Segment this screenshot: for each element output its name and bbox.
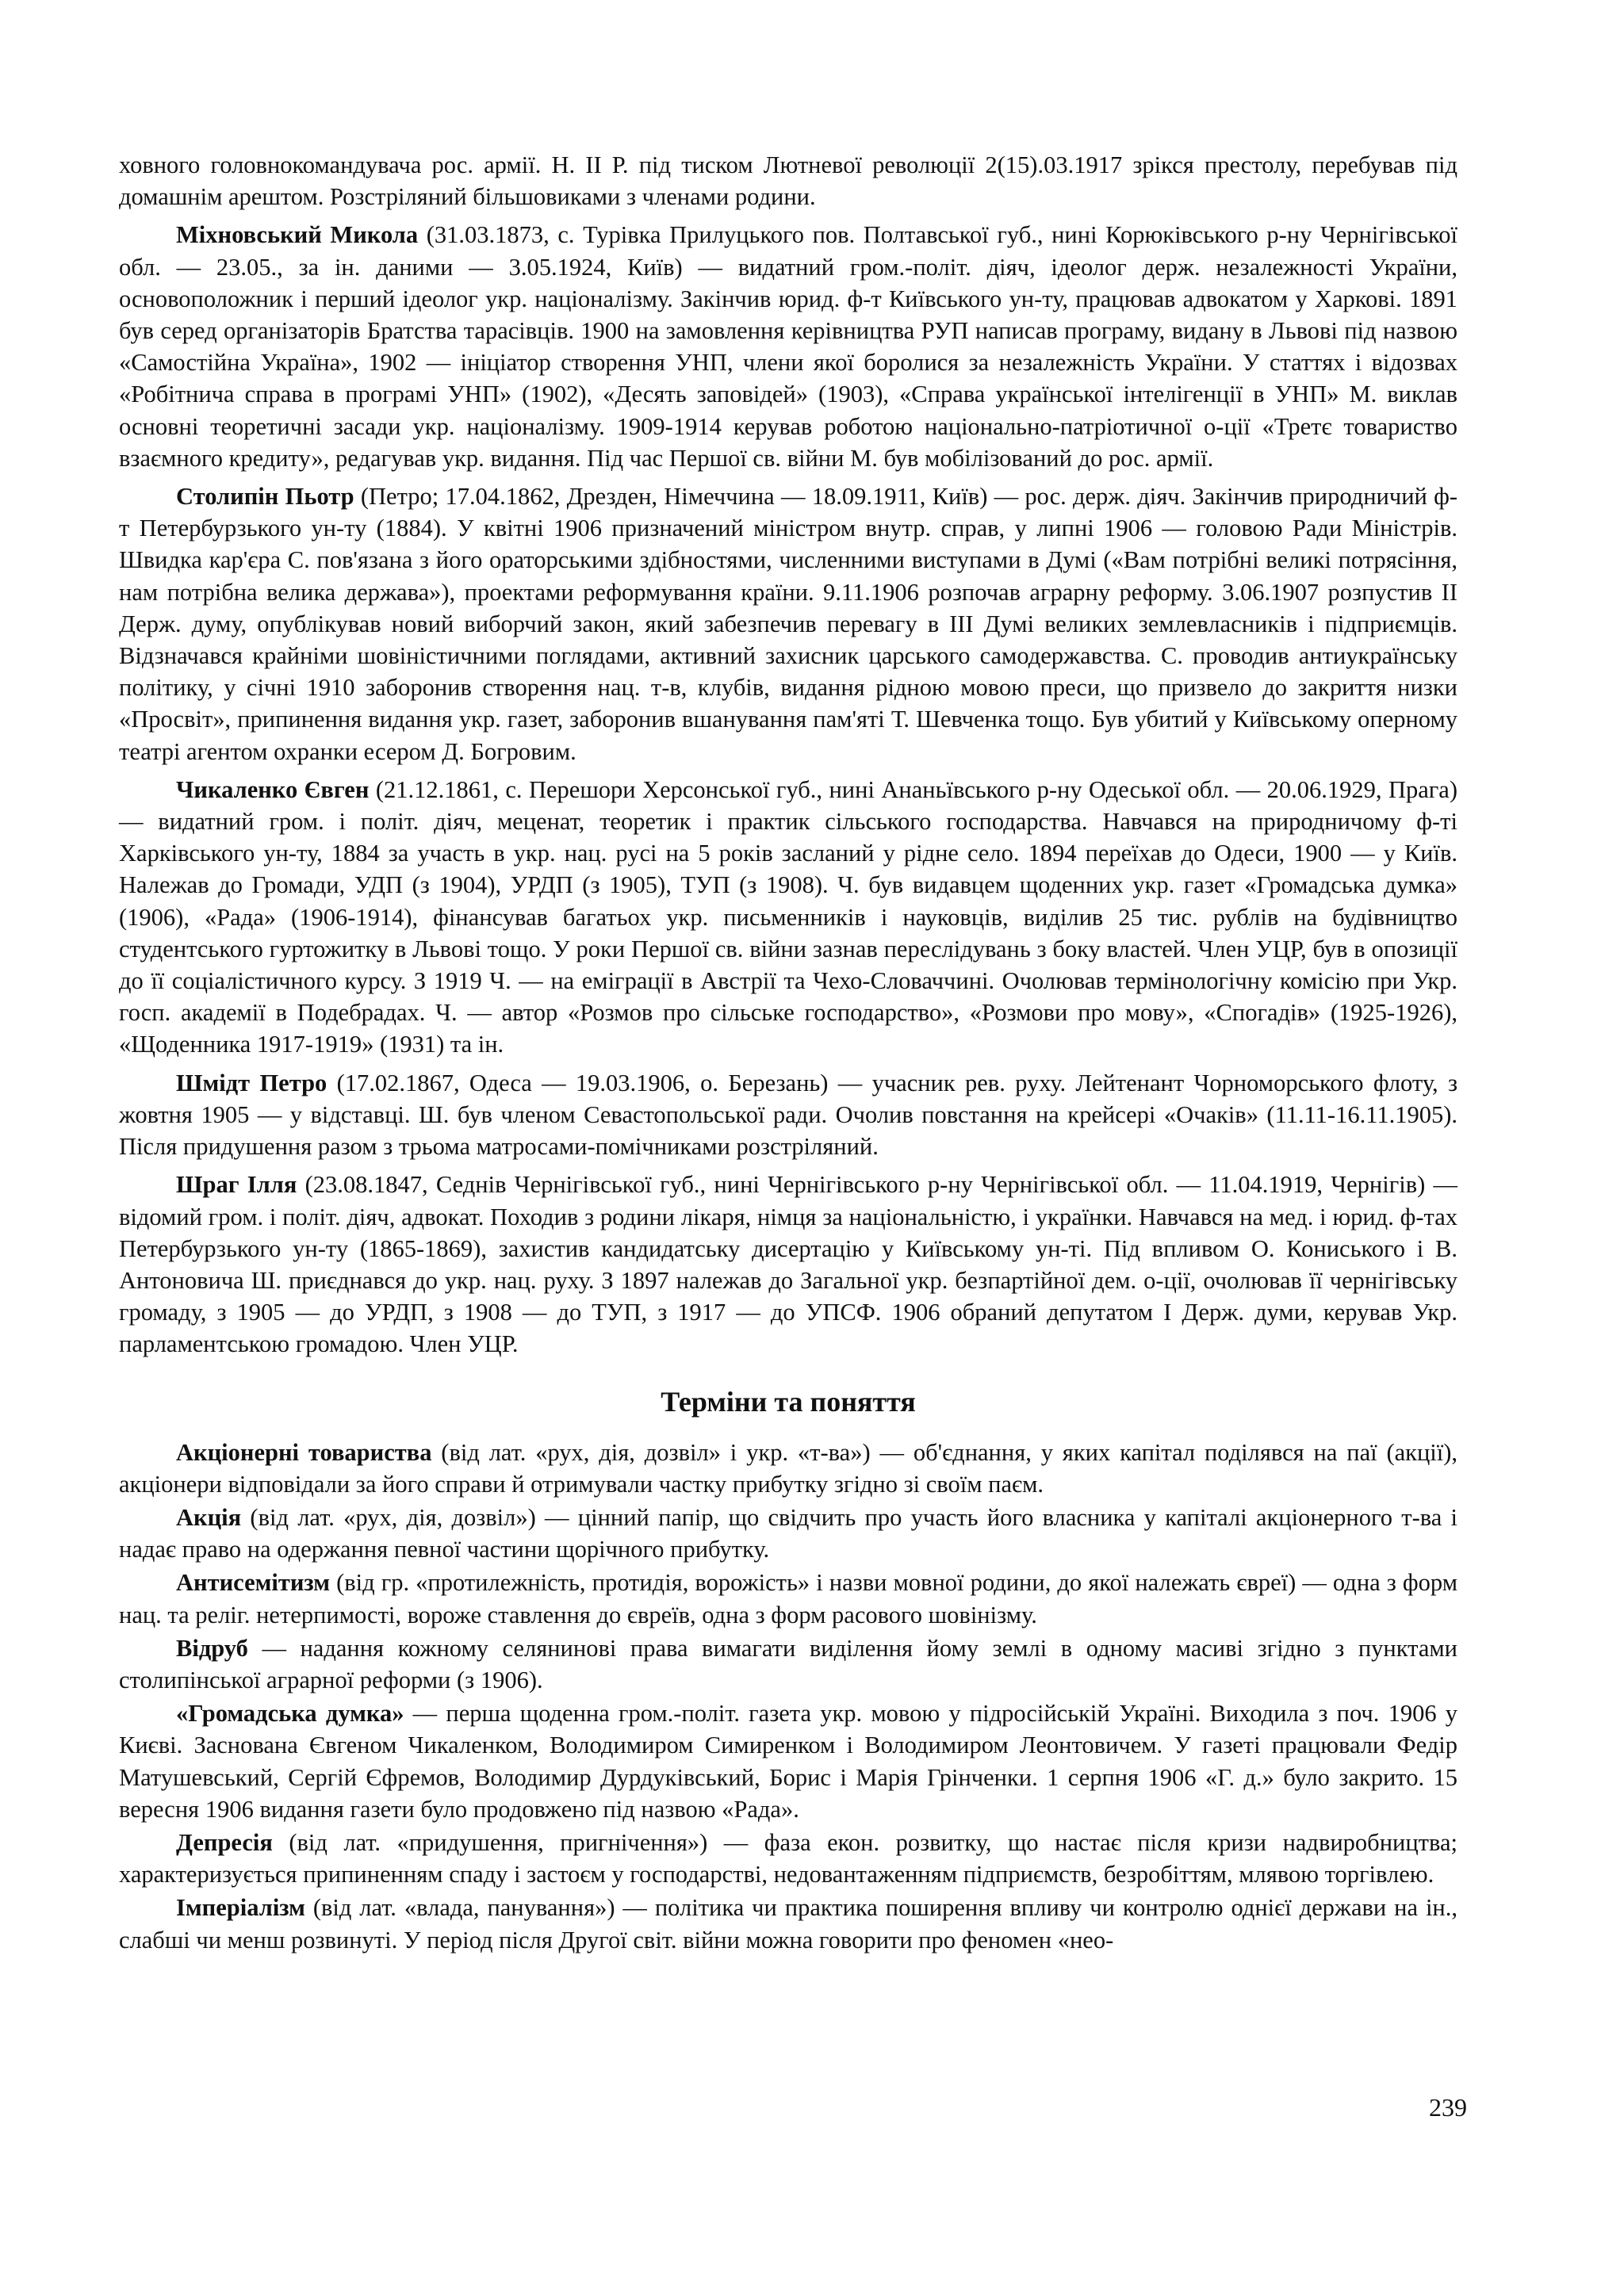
biography-entry xyxy=(119,1067,1457,1163)
biography-name: Міхновський Микола xyxy=(176,221,419,249)
term-text: (від лат. «придушення, пригнічення») — фаза екон. розвитку, що настає після кризи надвиробництва; характеризується припиненням спаду і застоєм у господарстві, недовантаженням підприємств, безробіттям, млявою торгівлею. xyxy=(119,1828,1457,1888)
biography-text: (23.08.1847, Седнів Чернігівської губ., нині Чернігівського р-ну Чернігівської обл. — 11.04.1919, Чернігів) — відомий гром. і політ. діяч, адвокат. Походив з родини лікаря, німця за національністю, і українки. Навчався на мед. і юрид. ф-тах Петербурзького ун-ту (1865-1869), захистив кандидатську дисертацію у Київському ун-ті. Під впливом О. Кониського і В. Антоновича Ш. приєднався до укр. нац. руху. З 1897 належав до Загальної укр. безпартійної дем. о-ції, очолював її чернігівську громаду, з 1905 — до УРДП, з 1908 — до ТУП, з 1917 — до УПСФ. 1906 обраний депутатом І Держ. думи, керував Укр. парламентською громадою. Член УЦР. xyxy=(119,1171,1457,1358)
term-name: Акціонерні товариства xyxy=(176,1438,432,1466)
term-entry xyxy=(119,1502,1457,1565)
biography-text: (Петро; 17.04.1862, Дрезден, Німеччина — 18.09.1911, Київ) — рос. держ. діяч. Закінчив природничий ф-т Петербурзького ун-ту (1884). У квітні 1906 призначений міністром внутр. справ, у липні 1906 — головою Ради Міністрів. Швидка кар'єра С. пов'язана з його ораторськими здібностями, численними виступами в Думі («Вам потрібні великі потрясіння, нам потрібна велика держава»), проектами реформування країни. 9.11.1906 розпочав аграрну реформу. 3.06.1907 розпустив II Держ. думу, опублікував новий виборчий закон, який забезпечив перевагу в III Думі великих землевласників і підприємців. Відзначався крайніми шовіністичними поглядами, активний захисник царського самодержавства. С. проводив антиукраїнську політику, у січні 1910 заборонив створення нац. т-в, клубів, видання рідною мовою преси, що призвело до закриття низки «Просвіт», припинення видання укр. газет, заборонив вшанування пам'яті Т. Шевченка тощо. Був убитий у Київському оперному театрі агентом охранки есером Д. Богровим. xyxy=(119,483,1457,765)
biography-entry xyxy=(119,774,1457,1061)
term-entry xyxy=(119,1632,1457,1696)
term-text: (від лат. «влада, панування») — політика чи практика поширення впливу чи контролю однієї держави на ін., слабші чи менш розвинуті. У період після Другої світ. війни можна говорити про феномен «нео- xyxy=(119,1894,1457,1954)
biography-text: (17.02.1867, Одеса — 19.03.1906, о. Березань) — учасник рев. руху. Лейтенант Чорноморського флоту, з жовтня 1905 — у відставці. Ш. був членом Севастопольської ради. Очолив повстання на крейсері «Очаків» (11.11-16.11.1905). Після придушення разом з трьома матросами-помічниками розстріляний. xyxy=(119,1069,1458,1161)
intro-paragraph: ховного головнокомандувача рос. армії. Н. II Р. під тиском Лютневої революції 2(15).03.1917 зрікся престолу, перебував під домашнім арештом. Розстріляний більшовиками з членами родини. xyxy=(119,151,1457,211)
term-name: Імперіалізм xyxy=(176,1894,305,1922)
terms-section xyxy=(119,1437,1457,1956)
biographies-section xyxy=(119,219,1457,1360)
biography-text: (21.12.1861, с. Перешори Херсонської губ., нині Ананьївського р-ну Одеської обл. — 20.06.1929, Прага) — видатний гром. і політ. діяч, меценат, теоретик і практик сільського господарства. Навчався на природничому ф-ті Харківського ун-ту, 1884 за участь в укр. нац. русі на 5 років засланий у рідне село. 1894 переїхав до Одеси, 1900 — у Київ. Належав до Громади, УДП (з 1904), УРДП (з 1905), ТУП (з 1908). Ч. був видавцем щоденних укр. газет «Громадська думка» (1906), «Рада» (1906-1914), фінансував багатьох укр. письменників і науковців, виділив 25 тис. рублів на будівництво студентського гуртожитку в Львові тощо. У роки Першої св. війни зазнав переслідувань з боку властей. Член УЦР, був в опозиції до її соціалістичного курсу. З 1919 Ч. — на еміграції в Австрії та Чехо-Словаччині. Очолював термінологічну комісію при Укр. госп. академії в Подебрадах. Ч. — автор «Розмов про сільське господарство», «Розмови про мову», «Спогадів» (1925-1926), «Щоденника 1917-1919» (1931) та ін. xyxy=(119,775,1457,1058)
term-text: (від гр. «протилежність, протидія, ворожість» і назви мовної родини, до якої належать євреї) — одна з форм нац. та реліг. нетерпимості, вороже ставлення до євреїв, одна з форм расового шовінізму. xyxy=(119,1569,1457,1628)
term-name: Антисемітизм xyxy=(176,1569,331,1597)
biography-name: Столипін Пьотр xyxy=(176,483,354,511)
biography-text: (31.03.1873, с. Турівка Прилуцького пов. Полтавської губ., нині Корюківського р-ну Чернігівської обл. — 23.05., за ін. даними — 3.05.1924, Київ) — видатний гром.-політ. діяч, ідеолог держ. незалежності України, основоположник і перший ідеолог укр. націоналізму. Закінчив юрид. ф-т Київського ун-ту, працював адвокатом у Харкові. 1891 був серед організаторів Братства тарасівців. 1900 на замовлення керівництва РУП написав програму, видану в Львові під назвою «Самостійна Україна», 1902 — ініціатор створення УНП, члени якої боролися за незалежність України. У статтях і відозвах «Робітнича справа в програмі УНП» (1902), «Десять заповідей» (1903), «Справа української інтелігенції в УНП» М. виклав основні теоретичні засади укр. націоналізму. 1909-1914 керував роботою національно-патріотичної о-ції «Третє товариство взаємного кредиту», редагував укр. видання. Під час Першої св. війни М. був мобілізований до рос. армії. xyxy=(119,221,1457,472)
biography-entry xyxy=(119,480,1457,767)
term-name: Акція xyxy=(176,1503,242,1531)
term-name: Депресія xyxy=(176,1828,273,1856)
term-name: «Громадська думка» xyxy=(176,1700,404,1728)
term-text: (від лат. «рух, дія, дозвіл» і укр. «т-ва») — об'єднання, у яких капітал поділявся на паї (акції), акціонери відповідали за його справи й отримували частку прибутку згідно зі своїм паєм. xyxy=(119,1438,1458,1498)
biography-entry xyxy=(119,1169,1457,1360)
page-content xyxy=(119,149,1457,1957)
biography-name: Шраг Ілля xyxy=(176,1171,297,1199)
term-entry xyxy=(119,1892,1457,1955)
biography-entry xyxy=(119,219,1457,474)
term-text: — надання кожному селянинові права вимагати виділення йому землі в одному масиві згідно з пунктами столипінської аграрної реформи (з 1906). xyxy=(119,1634,1457,1693)
term-text: (від лат. «рух, дія, дозвіл») — цінний папір, що свідчить про участь його власника у капіталі акціонерного т-ва і надає право на одержання певної частини щорічного прибутку. xyxy=(119,1503,1457,1563)
section-title: Терміни та поняття xyxy=(661,1385,916,1418)
term-text: — перша щоденна гром.-політ. газета укр. мовою у підросійській Україні. Виходила з поч. 1906 у Києві. Заснована Євгеном Чикаленком, Володимиром Симиренком і Володимиром Леонтовичем. У газеті працювали Федір Матушевський, Сергій Єфремов, Володимир Дурдуківський, Борис і Марія Грінченки. 1 серпня 1906 «Г. д.» було закрито. 15 вересня 1906 видання газети було продовжено під назвою «Рада». xyxy=(119,1700,1457,1823)
term-entry xyxy=(119,1567,1457,1630)
biography-name: Шмідт Петро xyxy=(176,1069,327,1096)
term-entry xyxy=(119,1827,1457,1890)
page-number: 239 xyxy=(1429,2093,1467,2122)
biography-name: Чикаленко Євген xyxy=(176,775,370,803)
term-entry xyxy=(119,1437,1457,1500)
term-name: Відруб xyxy=(176,1634,248,1662)
term-entry xyxy=(119,1697,1457,1825)
